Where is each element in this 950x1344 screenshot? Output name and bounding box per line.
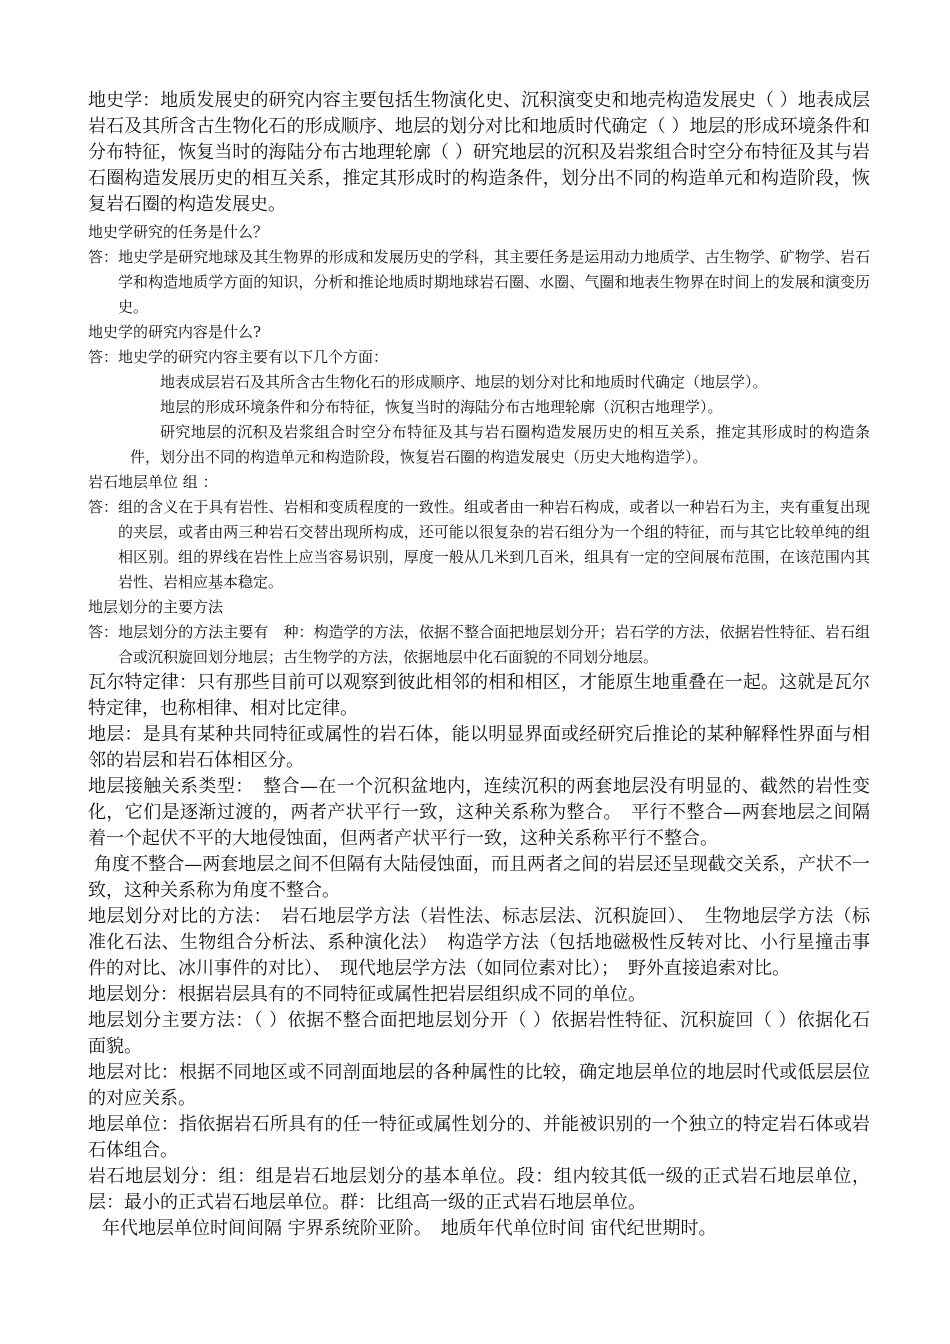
paragraph-stratigraphic-division: 地层划分：根据岩层具有的不同特征或属性把岩层组织成不同的单位。 <box>88 984 646 1005</box>
paragraph-walther-law: 瓦尔特定律：只有那些目前可以观察到彼此相邻的相和相区，才能原生地重叠在一起。这就是瓦尔特定律，也称相律、相对比定律。 <box>88 672 870 719</box>
paragraph-historical-geology: 地史学：地质发展史的研究内容主要包括生物演化史、沉积演变史和地壳构造发展史（ ）地表成层岩石及其所含古生物化石的形成顺序、地层的划分对比和地质时代确定（ ）地层的形成环境条件和分布特征，恢复当时的海陆分布古地理轮廓（ ）研究地层的沉积及岩浆组合时空分布特征及其与岩石圈构造发展历史的相互关系，推定其形成时的构造条件，划分出不同的构造单元和构造阶段，恢复岩石圈的构造发展史。 <box>88 90 870 215</box>
answer-formation: 答：组的含义在于具有岩性、岩相和变质程度的一致性。组或者由一种岩石构成，或者以一种岩石为主，夹有重复出现的夹层，或者由两三种岩石交替出现所构成，还可能以很复杂的岩石组分为一个组的特征，而与其它比较单纯的组相区别。组的界线在岩性上应当容易识别，厚度一般从几米到几百米，组具有一定的空间展布范围，在该范围内其岩性、岩相应基本稳定。 <box>88 498 870 591</box>
question-formation: 岩石地层单位 组 ： <box>88 473 218 491</box>
paragraph-lithostratigraphic-division: 岩石地层划分：组：组是岩石地层划分的基本单位。段：组内较其低一级的正式岩石地层单位，层：最小的正式岩石地层单位。群：比组高一级的正式岩石地层单位。 <box>88 1166 870 1213</box>
answer-content-item-2: 地层的形成环境条件和分布特征，恢复当时的海陆分布古地理轮廓（沉积古地理学）。 <box>160 398 723 416</box>
paragraph-correlation-methods: 地层划分对比的方法： 岩石地层学方法（岩性法、标志层法、沉积旋回）、 生物地层学方法（标准化石法、生物组合分析法、系种演化法） 构造学方法（包括地磁极性反转对比、小行星撞击事件的对比、冰川事件的对比）、 现代地层学方法（如同位素对比）； 野外直接追索对比。 <box>88 906 870 979</box>
paragraph-angular-unconformity: 角度不整合—两套地层之间不但隔有大陆侵蚀面，而且两者之间的岩层还呈现截交关系，产状不一致，这种关系称为角度不整合。 <box>88 854 870 901</box>
answer-content-item-1: 地表成层岩石及其所含古生物化石的形成顺序、地层的划分对比和地质时代确定（地层学）。 <box>160 373 768 391</box>
paragraph-stratigraphic-unit: 地层单位：指依据岩石所具有的任一特征或属性划分的、并能被识别的一个独立的特定岩石体或岩石体组合。 <box>88 1114 870 1161</box>
answer-content-item-3: 研究地层的沉积及岩浆组合时空分布特征及其与岩石圈构造发展历史的相互关系，推定其形成时的构造条件，划分出不同的构造单元和构造阶段，恢复岩石圈的构造发展史（历史大地构造学）。 <box>130 423 870 466</box>
paragraph-chronostratigraphic-units: 年代地层单位时间间隔 宇界系统阶亚阶。 地质年代单位时间 宙代纪世期时。 <box>102 1218 717 1239</box>
question-task: 地史学研究的任务是什么？ <box>88 223 269 241</box>
paragraph-stratigraphic-correlation: 地层对比：根据不同地区或不同剖面地层的各种属性的比较，确定地层单位的地层时代或低层层位的对应关系。 <box>88 1062 870 1109</box>
answer-division-methods: 答：地层划分的方法主要有 种：构造学的方法，依据不整合面把地层划分开；岩石学的方法，依据岩性特征、岩石组合或沉积旋回划分地层；古生物学的方法，依据地层中化石面貌的不同划分地层。 <box>88 623 870 666</box>
paragraph-contact-types: 地层接触关系类型： 整合—在一个沉积盆地内，连续沉积的两套地层没有明显的、截然的岩性变化，它们是逐渐过渡的，两者产状平行一致，这种关系称为整合。 平行不整合—两套地层之间隔着一个起伏不平的大地侵蚀面，但两者产状平行一致，这种关系称平行不整合。 <box>88 776 870 849</box>
paragraph-stratum: 地层：是具有某种共同特征或属性的岩石体，能以明显界面或经研究后推论的某种解释性界面与相邻的岩层和岩石体相区分。 <box>88 724 870 771</box>
answer-task: 答：地史学是研究地球及其生物界的形成和发展历史的学科，其主要任务是运用动力地质学、古生物学、矿物学、岩石学和构造地质学方面的知识，分析和推论地质时期地球岩石圈、水圈、气圈和地表生物界在时间上的发展和演变历史。 <box>88 248 870 316</box>
question-content: 地史学的研究内容是什么? <box>88 323 262 341</box>
paragraph-division-main-methods: 地层划分主要方法：（ ）依据不整合面把地层划分开（ ）依据岩性特征、沉积旋回（ ）依据化石面貌。 <box>88 1010 870 1057</box>
question-division-methods: 地层划分的主要方法 <box>88 598 224 616</box>
document-page <box>88 88 870 1242</box>
answer-content-intro: 答：地史学的研究内容主要有以下几个方面： <box>88 348 389 366</box>
